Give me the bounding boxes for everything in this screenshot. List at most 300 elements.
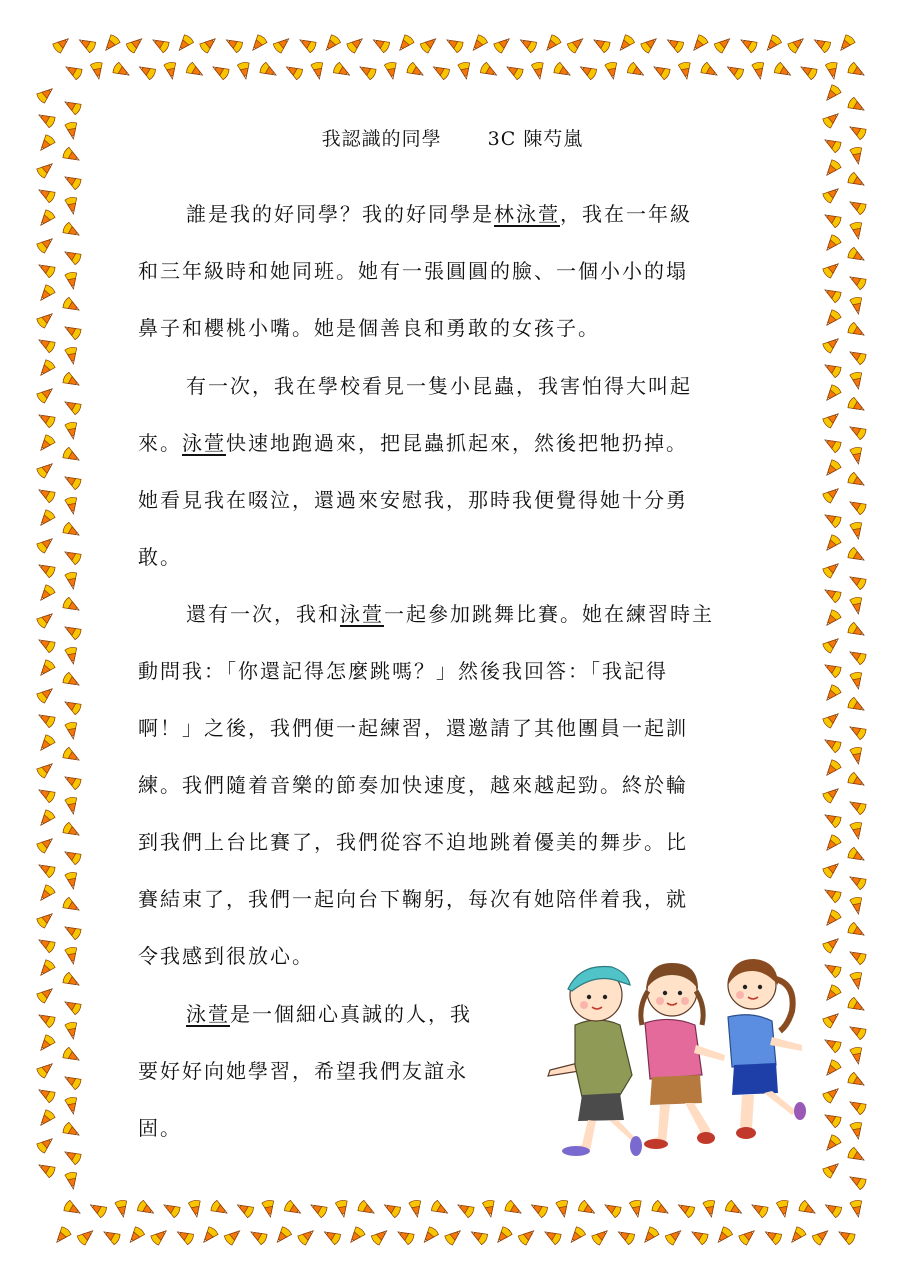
candy-corn-icon — [847, 547, 867, 566]
text-line — [138, 643, 758, 700]
candy-corn-icon — [847, 1022, 867, 1041]
candy-corn-icon — [553, 62, 573, 81]
text-line — [138, 814, 758, 871]
candy-corn-icon — [126, 1226, 146, 1246]
text-segment: 鼻子和櫻桃小嘴。她是個善良和勇敢的女孩子。 — [138, 316, 600, 340]
candy-corn-icon — [493, 1226, 513, 1246]
candy-corn-icon — [822, 84, 842, 104]
candy-corn-icon — [822, 735, 842, 754]
underlined-name: 泳萱 — [340, 602, 384, 626]
candy-corn-icon — [749, 1200, 769, 1219]
candy-corn-icon — [419, 34, 439, 54]
text-segment: 敢。 — [138, 545, 182, 569]
candy-corn-icon — [689, 1227, 709, 1246]
candy-corn-icon — [36, 234, 56, 254]
candy-corn-icon — [65, 722, 80, 740]
candy-corn-icon — [847, 1147, 867, 1166]
candy-corn-icon — [822, 934, 842, 954]
candy-corn-icon — [847, 1097, 867, 1116]
candy-corn-icon — [272, 34, 292, 54]
candy-corn-icon — [822, 409, 842, 429]
candy-corn-icon — [504, 62, 524, 81]
candy-corn-icon — [297, 1226, 317, 1246]
candy-corn-icon — [847, 872, 867, 891]
underlined-name: 泳萱 — [186, 1002, 230, 1026]
candy-corn-icon — [224, 35, 244, 54]
candy-corn-icon — [847, 797, 867, 816]
candy-corn-icon — [185, 62, 205, 81]
candy-corn-icon — [822, 909, 842, 929]
candy-corn-icon — [62, 747, 82, 766]
candy-corn-icon — [822, 459, 842, 479]
candy-corn-icon — [36, 609, 56, 629]
candy-corn-icon — [65, 797, 80, 815]
text-segment: 令我感到很放心。 — [138, 944, 314, 968]
candy-corn-icon — [36, 1160, 56, 1179]
candy-corn-icon — [420, 1226, 440, 1246]
candy-corn-icon — [822, 810, 842, 829]
candy-corn-icon — [850, 1047, 865, 1065]
candy-corn-icon — [223, 1226, 243, 1246]
text-line — [138, 871, 758, 928]
candy-corn-icon — [52, 34, 72, 54]
candy-corn-icon — [469, 1227, 489, 1246]
candy-corn-icon — [36, 159, 56, 179]
candy-corn-icon — [210, 1200, 230, 1219]
candy-corn-icon — [62, 372, 82, 391]
candy-corn-icon — [763, 1227, 783, 1246]
candy-corn-icon — [676, 1200, 696, 1219]
candy-corn-icon — [616, 34, 636, 54]
candy-corn-icon — [640, 34, 660, 54]
candy-corn-icon — [591, 1226, 611, 1246]
candy-corn-icon — [36, 335, 56, 354]
candy-corn-icon — [62, 997, 82, 1016]
candy-corn-icon — [651, 62, 671, 81]
candy-corn-icon — [63, 62, 83, 81]
candy-corn-icon — [62, 772, 82, 791]
candy-corn-icon — [469, 34, 489, 54]
candy-corn-icon — [62, 597, 82, 616]
text-segment: 有一次，我在學校看見一隻小昆蟲，我害怕得大叫起 — [186, 374, 692, 398]
candy-corn-icon — [36, 1085, 56, 1104]
candy-corn-icon — [36, 260, 56, 279]
candy-corn-icon — [850, 747, 865, 765]
candy-corn-icon — [36, 759, 56, 779]
candy-corn-icon — [62, 822, 82, 841]
candy-corn-icon — [850, 897, 865, 915]
candy-corn-icon — [822, 1084, 842, 1104]
candy-corn-icon — [822, 184, 842, 204]
text-line — [138, 529, 758, 586]
candy-corn-icon — [283, 1200, 303, 1219]
candy-corn-icon — [62, 397, 82, 416]
text-segment: 和三年級時和她同班。她有一張圓圓的臉、一個小小的塌 — [138, 259, 688, 283]
candy-corn-icon — [847, 572, 867, 591]
candy-corn-icon — [65, 272, 80, 290]
text-line — [138, 415, 758, 472]
candy-corn-icon — [199, 1226, 219, 1246]
candy-corn-icon — [822, 159, 842, 179]
text-segment: 她看見我在啜泣，還過來安慰我，那時我便覺得她十分勇 — [138, 488, 688, 512]
candy-corn-icon — [62, 322, 82, 341]
candy-corn-icon — [542, 34, 562, 54]
candy-corn-icon — [88, 1200, 108, 1219]
three-children-walking-icon — [520, 945, 820, 1160]
candy-corn-icon — [62, 847, 82, 866]
text-line — [138, 300, 758, 357]
candy-corn-icon — [210, 62, 230, 81]
candy-corn-icon — [36, 534, 56, 554]
candy-corn-icon — [65, 947, 80, 965]
candy-corn-icon — [62, 672, 82, 691]
candy-corn-icon — [36, 684, 56, 704]
candy-corn-icon — [847, 947, 867, 966]
candy-corn-icon — [738, 1226, 758, 1246]
candy-corn-icon — [822, 384, 842, 404]
candy-corn-icon — [822, 510, 842, 529]
candy-corn-icon — [65, 647, 80, 665]
candy-corn-icon — [822, 885, 842, 904]
candy-corn-icon — [62, 897, 82, 916]
candy-corn-icon — [36, 410, 56, 429]
candy-corn-icon — [724, 1200, 744, 1219]
candy-corn-icon — [566, 34, 586, 54]
candy-corn-icon — [822, 709, 842, 729]
candy-corn-icon — [346, 1226, 366, 1246]
text-segment: 快速地跑過來，把昆蟲抓起來，然後把牠扔掉。 — [226, 431, 688, 455]
candy-corn-icon — [787, 1226, 807, 1246]
text-segment: 啊！」之後，我們便一起練習，還邀請了其他團員一起訓 — [138, 716, 688, 740]
candy-corn-icon — [847, 722, 867, 741]
candy-corn-icon — [137, 62, 157, 81]
text-segment: 誰是我的好同學？我的好同學是 — [186, 202, 494, 226]
candy-corn-icon — [36, 1059, 56, 1079]
candy-corn-icon — [504, 1200, 524, 1219]
candy-corn-icon — [847, 247, 867, 266]
candy-corn-icon — [36, 984, 56, 1004]
text-segment: 到我們上台比賽了，我們從容不迫地跳着優美的舞步。比 — [138, 830, 688, 854]
candy-corn-icon — [36, 635, 56, 654]
candy-corn-icon — [567, 1226, 587, 1246]
candy-corn-icon — [62, 297, 82, 316]
candy-corn-icon — [188, 1200, 203, 1218]
candy-corn-icon — [678, 62, 693, 80]
candy-corn-icon — [822, 1110, 842, 1129]
candy-corn-icon — [822, 784, 842, 804]
candy-corn-icon — [700, 62, 720, 81]
candy-corn-icon — [822, 309, 842, 329]
candy-corn-icon — [738, 35, 758, 54]
candy-corn-icon — [62, 697, 82, 716]
candy-corn-icon — [36, 459, 56, 479]
candy-corn-icon — [62, 1072, 82, 1091]
candy-corn-icon — [406, 62, 426, 81]
candy-corn-icon — [847, 1072, 867, 1091]
candy-corn-icon — [262, 1200, 277, 1218]
candy-corn-icon — [248, 1227, 268, 1246]
candy-corn-icon — [847, 622, 867, 641]
candy-corn-icon — [65, 872, 80, 890]
candy-corn-icon — [36, 584, 56, 604]
candy-corn-icon — [812, 35, 832, 54]
candy-corn-icon — [665, 35, 685, 54]
candy-corn-icon — [62, 472, 82, 491]
candy-corn-icon — [629, 1200, 644, 1218]
candy-corn-icon — [602, 1200, 622, 1219]
candy-corn-icon — [651, 1200, 671, 1219]
candy-corn-icon — [36, 384, 56, 404]
candy-corn-icon — [847, 847, 867, 866]
candy-corn-icon — [65, 347, 80, 365]
text-line — [138, 358, 758, 415]
candy-corn-icon — [36, 710, 56, 729]
candy-corn-icon — [517, 1226, 537, 1246]
text-segment: 練。我們隨着音樂的節奏加快速度，越來越起勁。終於輪 — [138, 773, 688, 797]
candy-corn-icon — [822, 660, 842, 679]
candy-corn-icon — [725, 62, 745, 81]
candy-corn-icon — [76, 1226, 96, 1246]
candy-corn-icon — [811, 1226, 831, 1246]
candy-corn-icon — [850, 672, 865, 690]
candy-corn-icon — [52, 1226, 72, 1246]
candy-corn-icon — [62, 622, 82, 641]
candy-corn-icon — [847, 1172, 867, 1191]
candy-corn-icon — [382, 1200, 402, 1219]
candy-corn-icon — [370, 1226, 390, 1246]
candy-corn-icon — [150, 35, 170, 54]
candy-corn-icon — [36, 785, 56, 804]
essay-title: 我認識的同學 — [321, 128, 442, 150]
candy-corn-icon — [529, 1200, 549, 1219]
candy-corn-icon — [36, 860, 56, 879]
candy-corn-icon — [62, 522, 82, 541]
candy-corn-icon — [311, 62, 326, 80]
candy-corn-icon — [237, 62, 252, 80]
candy-corn-icon — [847, 997, 867, 1016]
candy-corn-icon — [36, 1109, 56, 1129]
candy-corn-icon — [36, 309, 56, 329]
candy-corn-icon — [308, 1200, 328, 1219]
candy-corn-icon — [822, 960, 842, 979]
text-segment: ，我在一年級 — [560, 202, 692, 226]
candy-corn-icon — [332, 62, 352, 81]
candy-corn-icon — [384, 62, 399, 80]
candy-corn-icon — [115, 1200, 130, 1218]
candy-corn-icon — [36, 209, 56, 229]
text-segment: 一起參加跳舞比賽。她在練習時主 — [384, 602, 714, 626]
candy-corn-icon — [616, 1227, 636, 1246]
candy-corn-icon — [850, 522, 865, 540]
candy-corn-icon — [161, 1200, 181, 1219]
candy-corn-icon — [101, 1227, 121, 1246]
candy-corn-icon — [850, 447, 865, 465]
candy-corn-icon — [322, 34, 342, 54]
candy-corn-icon — [335, 1200, 350, 1218]
candy-corn-icon — [822, 210, 842, 229]
candy-corn-icon — [455, 1200, 475, 1219]
text-segment: 賽結束了，我們一起向台下鞠躬，每次有她陪伴着我，就 — [138, 887, 688, 911]
candy-corn-icon — [752, 62, 767, 80]
candy-corn-icon — [36, 284, 56, 304]
candy-corn-icon — [62, 97, 82, 116]
candy-corn-icon — [65, 497, 80, 515]
author-name: 3C 陳芍嵐 — [487, 128, 584, 150]
candy-corn-icon — [36, 834, 56, 854]
candy-corn-icon — [578, 62, 598, 81]
candy-corn-icon — [36, 659, 56, 679]
candy-corn-icon — [847, 347, 867, 366]
text-line — [138, 472, 758, 529]
candy-corn-icon — [65, 1172, 80, 1190]
candy-corn-icon — [847, 647, 867, 666]
candy-corn-icon — [458, 62, 473, 80]
candy-corn-icon — [822, 285, 842, 304]
candy-corn-icon — [822, 984, 842, 1004]
candy-corn-icon — [136, 1200, 156, 1219]
candy-corn-icon — [36, 959, 56, 979]
candy-corn-icon — [101, 34, 121, 54]
text-line — [138, 586, 758, 643]
candy-corn-icon — [822, 1009, 842, 1029]
text-line — [138, 700, 758, 757]
candy-corn-icon — [62, 1147, 82, 1166]
candy-corn-icon — [689, 34, 709, 54]
candy-corn-icon — [847, 697, 867, 716]
candy-corn-icon — [65, 422, 80, 440]
candy-corn-icon — [65, 572, 80, 590]
candy-corn-icon — [175, 34, 195, 54]
candy-corn-icon — [518, 35, 538, 54]
candy-corn-icon — [822, 1159, 842, 1179]
candy-corn-icon — [850, 1122, 865, 1140]
candy-corn-icon — [822, 1134, 842, 1154]
candy-corn-icon — [395, 34, 415, 54]
candy-corn-icon — [248, 34, 268, 54]
candy-corn-icon — [62, 247, 82, 266]
candy-corn-icon — [847, 422, 867, 441]
candy-corn-icon — [199, 34, 219, 54]
candy-corn-icon — [825, 62, 840, 80]
candy-corn-icon — [847, 472, 867, 491]
candy-corn-icon — [164, 62, 179, 80]
child-with-braids — [641, 963, 725, 1149]
candy-corn-icon — [542, 1227, 562, 1246]
candy-corn-icon — [850, 972, 865, 990]
candy-corn-icon — [763, 34, 783, 54]
text-segment: 還有一次，我和 — [186, 602, 340, 626]
candy-corn-icon — [62, 547, 82, 566]
candy-corn-icon — [822, 484, 842, 504]
candy-corn-icon — [847, 97, 867, 116]
candy-corn-icon — [395, 1227, 415, 1246]
candy-corn-icon — [787, 34, 807, 54]
candy-corn-icon — [357, 1200, 377, 1219]
candy-corn-icon — [847, 922, 867, 941]
candy-corn-icon — [36, 434, 56, 454]
candy-corn-icon — [322, 1227, 342, 1246]
candy-corn-icon — [62, 922, 82, 941]
candy-corn-icon — [125, 34, 145, 54]
candy-corn-icon — [798, 62, 818, 81]
candy-corn-icon — [36, 185, 56, 204]
candy-corn-icon — [36, 485, 56, 504]
candy-corn-icon — [36, 560, 56, 579]
candy-corn-icon — [409, 1200, 424, 1218]
candy-corn-icon — [62, 447, 82, 466]
candy-corn-icon — [822, 234, 842, 254]
candy-corn-icon — [822, 1059, 842, 1079]
candy-corn-icon — [822, 834, 842, 854]
candy-corn-icon — [836, 34, 856, 54]
candy-corn-icon — [847, 197, 867, 216]
paragraph — [138, 358, 758, 586]
candy-corn-icon — [112, 62, 132, 81]
candy-corn-icon — [62, 172, 82, 191]
candy-corn-icon — [847, 497, 867, 516]
candy-corn-icon — [431, 62, 451, 81]
candy-corn-icon — [482, 1200, 497, 1218]
candy-corn-icon — [62, 1047, 82, 1066]
candy-corn-icon — [703, 1200, 718, 1218]
candy-corn-icon — [822, 859, 842, 879]
candy-corn-icon — [36, 884, 56, 904]
candy-corn-icon — [63, 1200, 83, 1219]
candy-corn-icon — [714, 1226, 734, 1246]
candy-corn-icon — [65, 1097, 80, 1115]
text-segment: 動問我：「你還記得怎麼跳嗎？」然後我回答：「我記得 — [138, 659, 668, 683]
text-segment: 要好好向她學習，希望我們友誼永 — [138, 1059, 468, 1083]
candy-corn-icon — [847, 272, 867, 291]
candy-corn-icon — [664, 1226, 684, 1246]
candy-corn-icon — [850, 597, 865, 615]
candy-corn-icon — [773, 62, 793, 81]
candy-corn-icon — [605, 62, 620, 80]
candy-corn-icon — [284, 62, 304, 81]
candy-corn-icon — [235, 1200, 255, 1219]
candy-corn-icon — [847, 397, 867, 416]
candy-corn-icon — [77, 35, 97, 54]
candy-corn-icon — [36, 1010, 56, 1029]
candy-corn-icon — [493, 34, 513, 54]
candy-corn-icon — [62, 222, 82, 241]
candy-corn-icon — [822, 634, 842, 654]
candy-corn-icon — [36, 909, 56, 929]
candy-corn-icon — [847, 62, 867, 81]
candy-corn-icon — [65, 197, 80, 215]
text-line — [138, 757, 758, 814]
underlined-name: 泳萱 — [182, 431, 226, 455]
candy-corn-icon — [36, 1034, 56, 1054]
candy-corn-icon — [556, 1200, 571, 1218]
child-with-cap — [548, 966, 642, 1156]
candy-corn-icon — [36, 809, 56, 829]
candy-corn-icon — [346, 34, 366, 54]
candy-corn-icon — [847, 772, 867, 791]
candy-corn-icon — [62, 1122, 82, 1141]
candy-corn-icon — [357, 62, 377, 81]
child-with-ponytail — [728, 959, 806, 1139]
candy-corn-icon — [850, 297, 865, 315]
candy-corn-icon — [776, 1200, 791, 1218]
text-segment: 固。 — [138, 1116, 182, 1140]
paragraph — [138, 586, 758, 985]
candy-corn-icon — [822, 435, 842, 454]
candy-corn-icon — [150, 1226, 170, 1246]
candy-corn-icon — [36, 734, 56, 754]
candy-corn-icon — [822, 334, 842, 354]
text-line — [138, 186, 758, 243]
